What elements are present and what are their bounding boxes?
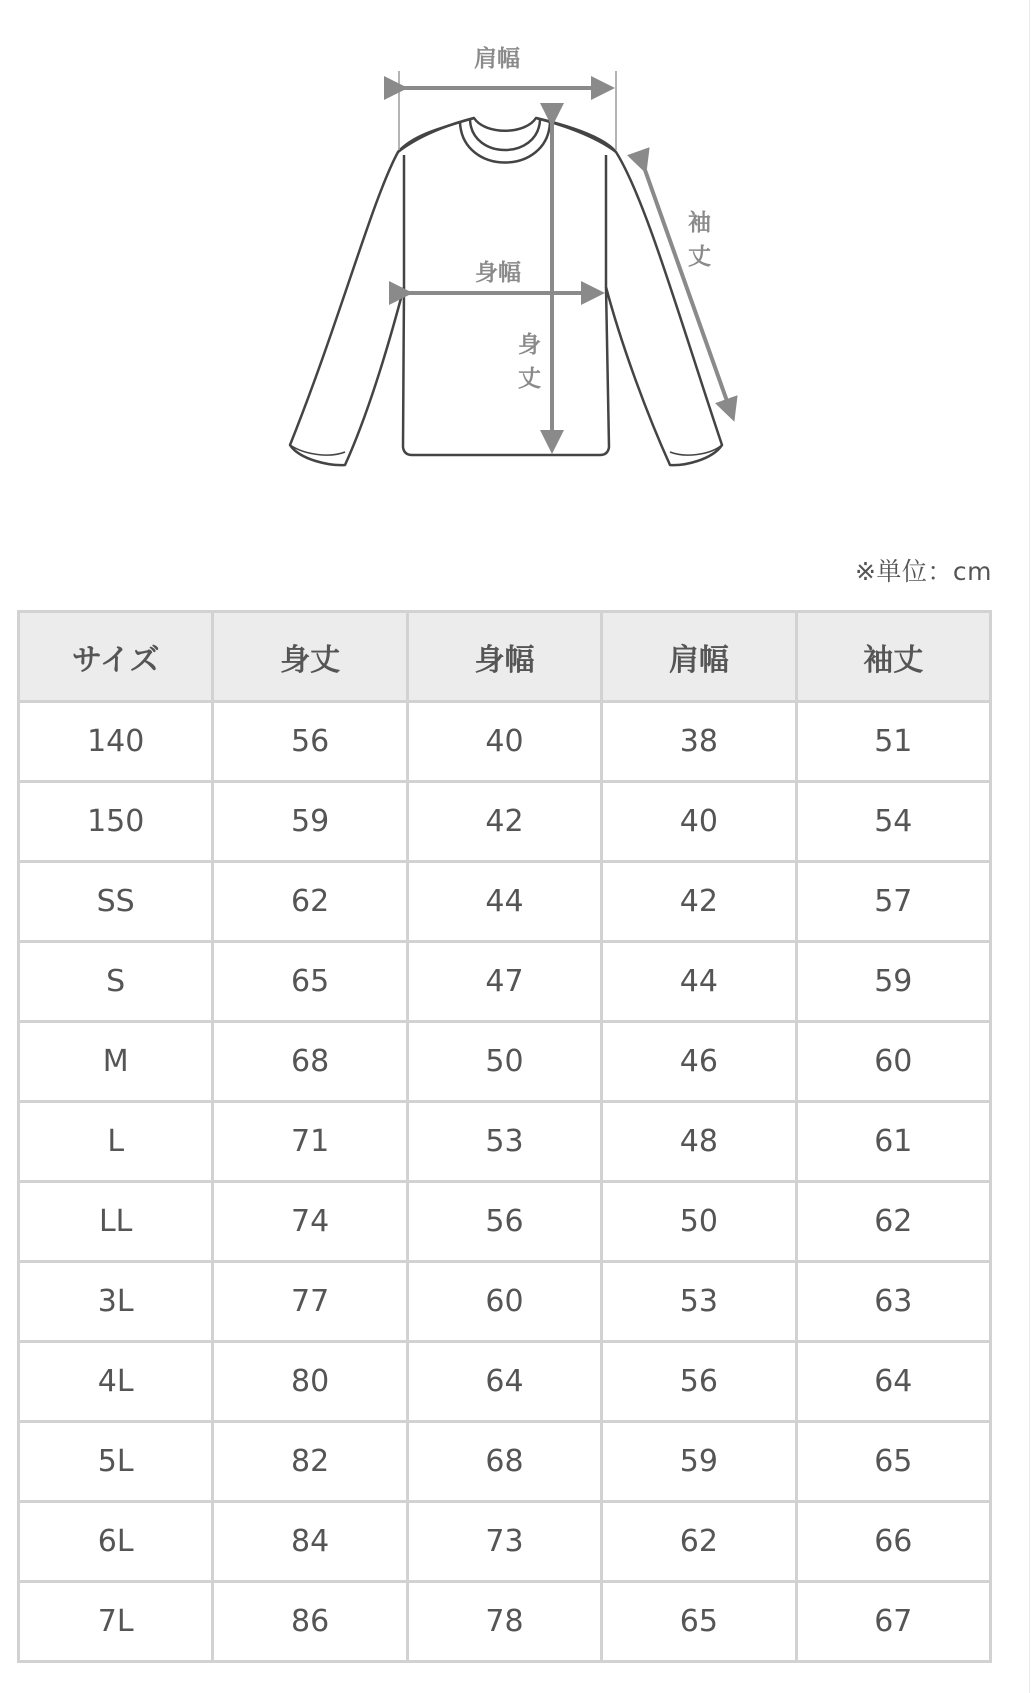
table-row	[19, 1182, 991, 1262]
cell-body-width: 44	[407, 862, 601, 942]
cell-shoulder-width: 38	[602, 702, 796, 782]
cell-body-length: 65	[213, 942, 407, 1022]
cell-body-width: 64	[407, 1342, 601, 1422]
cell-body-width: 73	[407, 1502, 601, 1582]
cell-sleeve-length: 51	[796, 702, 990, 782]
cell-shoulder-width: 53	[602, 1262, 796, 1342]
cell-sleeve-length: 66	[796, 1502, 990, 1582]
cell-size: S	[19, 942, 213, 1022]
cell-body-length: 82	[213, 1422, 407, 1502]
cell-sleeve-length: 59	[796, 942, 990, 1022]
cell-size: 150	[19, 782, 213, 862]
cell-size: 7L	[19, 1582, 213, 1662]
header-sleeve-length: 袖丈	[796, 612, 990, 702]
body-length-label-bottom: 丈	[518, 366, 541, 392]
cell-sleeve-length: 62	[796, 1182, 990, 1262]
cell-shoulder-width: 56	[602, 1342, 796, 1422]
cell-body-width: 60	[407, 1262, 601, 1342]
cell-size: 140	[19, 702, 213, 782]
cell-shoulder-width: 65	[602, 1582, 796, 1662]
cell-size: L	[19, 1102, 213, 1182]
cell-body-length: 56	[213, 702, 407, 782]
cell-sleeve-length: 65	[796, 1422, 990, 1502]
cell-body-width: 42	[407, 782, 601, 862]
cell-size: 6L	[19, 1502, 213, 1582]
page-edge-divider	[1029, 0, 1030, 1693]
cell-shoulder-width: 44	[602, 942, 796, 1022]
cell-body-width: 50	[407, 1022, 601, 1102]
sleeve-length-label-top: 袖	[688, 210, 711, 236]
header-size: サイズ	[19, 612, 213, 702]
sleeve-length-label-bottom: 丈	[688, 244, 711, 270]
cell-shoulder-width: 40	[602, 782, 796, 862]
size-table	[17, 610, 992, 1663]
shoulder-width-label: 肩幅	[474, 46, 520, 72]
table-row	[19, 702, 991, 782]
cell-sleeve-length: 63	[796, 1262, 990, 1342]
cell-size: M	[19, 1022, 213, 1102]
cell-sleeve-length: 57	[796, 862, 990, 942]
cell-sleeve-length: 64	[796, 1342, 990, 1422]
cell-body-length: 59	[213, 782, 407, 862]
cell-body-width: 56	[407, 1182, 601, 1262]
cell-body-length: 84	[213, 1502, 407, 1582]
cell-size: SS	[19, 862, 213, 942]
cell-body-length: 80	[213, 1342, 407, 1422]
body-length-label-top: 身	[518, 332, 541, 358]
table-row	[19, 782, 991, 862]
table-row	[19, 1582, 991, 1662]
cell-sleeve-length: 61	[796, 1102, 990, 1182]
cell-sleeve-length: 54	[796, 782, 990, 862]
table-row	[19, 1102, 991, 1182]
cell-size: 5L	[19, 1422, 213, 1502]
cell-body-length: 62	[213, 862, 407, 942]
cell-shoulder-width: 46	[602, 1022, 796, 1102]
table-row	[19, 1502, 991, 1582]
cell-sleeve-length: 60	[796, 1022, 990, 1102]
cell-body-length: 74	[213, 1182, 407, 1262]
cell-shoulder-width: 59	[602, 1422, 796, 1502]
cell-size: LL	[19, 1182, 213, 1262]
cell-body-length: 86	[213, 1582, 407, 1662]
cell-body-width: 40	[407, 702, 601, 782]
cell-body-length: 71	[213, 1102, 407, 1182]
cell-size: 4L	[19, 1342, 213, 1422]
header-shoulder-width: 肩幅	[602, 612, 796, 702]
table-row	[19, 942, 991, 1022]
cell-shoulder-width: 42	[602, 862, 796, 942]
header-body-width: 身幅	[407, 612, 601, 702]
cell-body-length: 68	[213, 1022, 407, 1102]
cell-size: 3L	[19, 1262, 213, 1342]
table-row	[19, 1422, 991, 1502]
table-row	[19, 862, 991, 942]
table-row	[19, 1342, 991, 1422]
cell-sleeve-length: 67	[796, 1582, 990, 1662]
cell-body-width: 68	[407, 1422, 601, 1502]
cell-body-width: 53	[407, 1102, 601, 1182]
table-row	[19, 1022, 991, 1102]
cell-body-width: 47	[407, 942, 601, 1022]
garment-measurement-diagram	[0, 0, 1036, 520]
header-body-length: 身丈	[213, 612, 407, 702]
cell-shoulder-width: 50	[602, 1182, 796, 1262]
table-header-row	[19, 612, 991, 702]
long-sleeve-shirt-icon	[0, 0, 1036, 520]
cell-shoulder-width: 62	[602, 1502, 796, 1582]
body-width-label: 身幅	[475, 260, 521, 286]
cell-body-length: 77	[213, 1262, 407, 1342]
table-row	[19, 1262, 991, 1342]
cell-shoulder-width: 48	[602, 1102, 796, 1182]
unit-note: ※単位：cm	[854, 557, 992, 586]
cell-body-width: 78	[407, 1582, 601, 1662]
